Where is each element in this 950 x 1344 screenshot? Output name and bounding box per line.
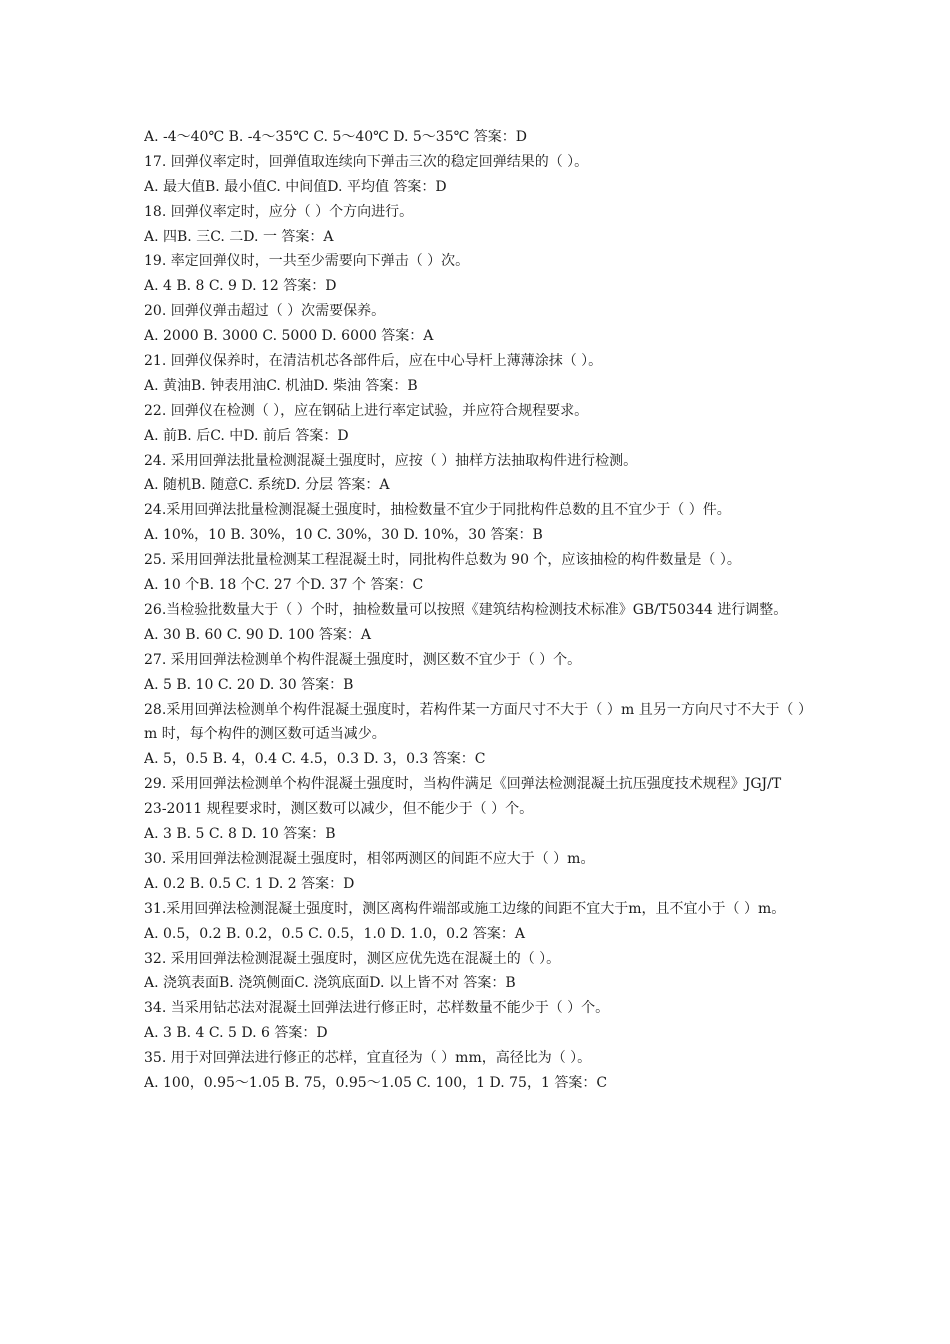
question-22: 22. 回弹仪在检测（ ），应在钢砧上进行率定试验，并应符合规程要求。 bbox=[144, 402, 589, 419]
answer-options-28: A. 5，0.5 B. 4，0.4 C. 4.5，0.3 D. 3，0.3 答案：C bbox=[144, 751, 486, 768]
question-25: 25. 采用回弹法批量检测某工程混凝土时，同批构件总数为 90 个，应该抽检的构件数量是（ ）。 bbox=[144, 552, 741, 569]
question-17: 17. 回弹仪率定时，回弹值取连续向下弹击三次的稳定回弹结果的（ ）。 bbox=[144, 153, 589, 170]
answer-options-22: A. 前B. 后C. 中D. 前后 答案：D bbox=[144, 427, 349, 444]
question-28: 28.采用回弹法检测单个构件混凝土强度时，若构件某一方面尺寸不大于（ ）m 且另一方向尺寸不大于（ ）m 时，每个构件的测区数可适当减少。 bbox=[144, 701, 812, 743]
answer-options-24a: A. 随机B. 随意C. 系统D. 分层 答案：A bbox=[144, 477, 390, 494]
answer-options-30: A. 0.2 B. 0.5 C. 1 D. 2 答案：D bbox=[144, 875, 355, 892]
question-29: 29. 采用回弹法检测单个构件混凝土强度时，当构件满足《回弹法检测混凝土抗压强度技术规程》JGJ/T bbox=[144, 776, 782, 793]
document-page bbox=[144, 125, 812, 1096]
question-20: 20. 回弹仪弹击超过（ ）次需要保养。 bbox=[144, 303, 386, 320]
answer-options-25: A. 10 个B. 18 个C. 27 个D. 37 个 答案：C bbox=[144, 577, 424, 594]
question-24b: 24.采用回弹法批量检测混凝土强度时，抽检数量不宜少于同批构件总数的且不宜少于（ ）件。 bbox=[144, 502, 731, 519]
answer-options-18: A. 四B. 三C. 二D. 一 答案：A bbox=[144, 228, 334, 245]
question-21: 21. 回弹仪保养时，在清洁机芯各部件后，应在中心导杆上薄薄涂抹（ ）。 bbox=[144, 353, 603, 370]
answer-options-17: A. 最大值B. 最小值C. 中间值D. 平均值 答案：D bbox=[144, 178, 447, 195]
answer-options-20: A. 2000 B. 3000 C. 5000 D. 6000 答案：A bbox=[144, 328, 434, 345]
answer-options-16: A. -4～40℃ B. -4～35℃ C. 5～40℃ D. 5～35℃ 答案：D bbox=[144, 129, 527, 145]
answer-options-26: A. 30 B. 60 C. 90 D. 100 答案：A bbox=[144, 626, 372, 643]
question-34: 34. 当采用钻芯法对混凝土回弹法进行修正时，芯样数量不能少于（ ）个。 bbox=[144, 1000, 610, 1017]
question-30: 30. 采用回弹法检测混凝土强度时，相邻两测区的间距不应大于（ ）m。 bbox=[144, 850, 595, 867]
answer-options-31: A. 0.5，0.2 B. 0.2，0.5 C. 0.5，1.0 D. 1.0，0.2 答案：A bbox=[144, 925, 525, 942]
answer-options-21: A. 黄油B. 钟表用油C. 机油D. 柴油 答案：B bbox=[144, 377, 418, 394]
question-32: 32. 采用回弹法检测混凝土强度时，测区应优先选在混凝土的（ ）。 bbox=[144, 950, 561, 967]
question-26: 26.当检验批数量大于（ ）个时，抽检数量可以按照《建筑结构检测技术标准》GB/T50344 进行调整。 bbox=[144, 601, 788, 618]
question-24a: 24. 采用回弹法批量检测混凝土强度时，应按（ ）抽样方法抽取构件进行检测。 bbox=[144, 452, 638, 469]
question-18: 18. 回弹仪率定时，应分（ ）个方向进行。 bbox=[144, 203, 414, 220]
question-31: 31.采用回弹法检测混凝土强度时，测区离构件端部或施工边缘的间距不宜大于m，且不宜小于（ ）m。 bbox=[144, 900, 786, 917]
answer-options-24b: A. 10%，10 B. 30%，10 C. 30%，30 D. 10%，30 答案：B bbox=[144, 527, 543, 544]
answer-options-29: A. 3 B. 5 C. 8 D. 10 答案：B bbox=[144, 826, 336, 843]
answer-options-35: A. 100，0.95～1.05 B. 75，0.95～1.05 C. 100，1 D. 75，1 答案：C bbox=[144, 1074, 608, 1091]
answer-options-32: A. 浇筑表面B. 浇筑侧面C. 浇筑底面D. 以上皆不对 答案：B bbox=[144, 975, 516, 992]
question-27: 27. 采用回弹法检测单个构件混凝土强度时，测区数不宜少于（ ）个。 bbox=[144, 651, 582, 668]
answer-options-27: A. 5 B. 10 C. 20 D. 30 答案：B bbox=[144, 676, 354, 693]
answer-options-19: A. 4 B. 8 C. 9 D. 12 答案：D bbox=[144, 278, 337, 295]
question-29-continued: 23-2011 规程要求时，测区数可以减少，但不能少于（ ）个。 bbox=[144, 801, 534, 818]
answer-options-34: A. 3 B. 4 C. 5 D. 6 答案：D bbox=[144, 1025, 328, 1042]
question-35: 35. 用于对回弹法进行修正的芯样，宜直径为（ ）mm，高径比为（ ）。 bbox=[144, 1050, 592, 1067]
question-19: 19. 率定回弹仪时，一共至少需要向下弹击（ ）次。 bbox=[144, 253, 470, 270]
